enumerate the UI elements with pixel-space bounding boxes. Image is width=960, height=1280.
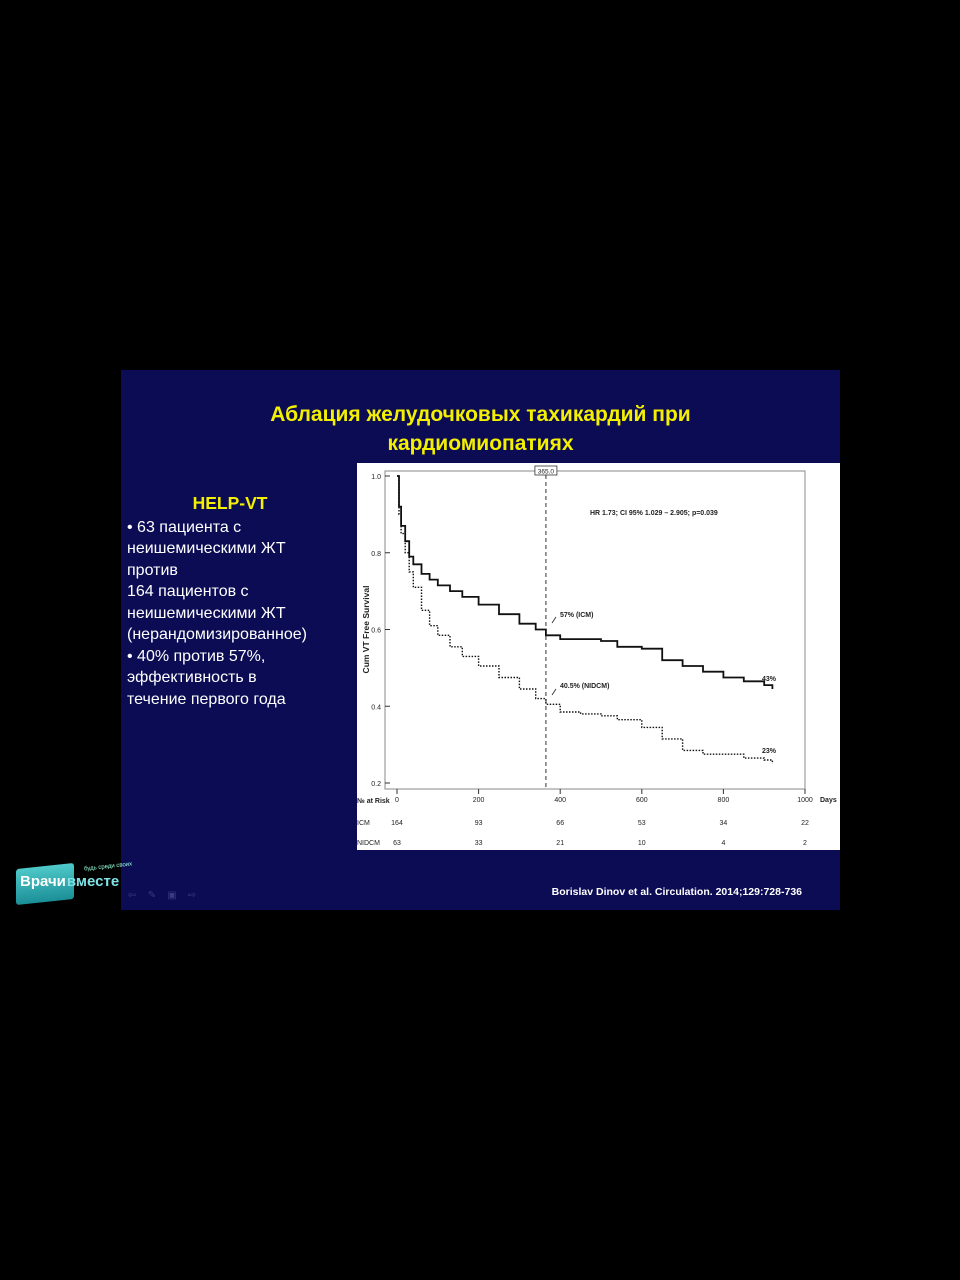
- x-tick-label: 1000: [797, 797, 813, 804]
- presentation-slide: [121, 370, 840, 910]
- risk-table-row-label: NIDCM: [357, 840, 380, 847]
- risk-table-cell: 164: [391, 820, 403, 827]
- logo-text: [20, 873, 119, 890]
- marker-label: 365.0: [537, 468, 555, 476]
- bullet-line: • 63 пациента с: [127, 518, 242, 536]
- pen-icon[interactable]: ✎: [147, 890, 157, 901]
- bullet-line: эффективность в: [127, 669, 257, 686]
- next-slide-icon[interactable]: ⇨: [187, 890, 197, 901]
- y-tick-label: 1.0: [371, 474, 381, 481]
- bullet-line: 164 пациентов с: [127, 583, 249, 600]
- bullet-line: против: [127, 561, 178, 579]
- risk-table-cell: 33: [474, 840, 483, 847]
- citation: Borislav Dinov et al. Circulation. 2014;129:728-736: [551, 886, 802, 898]
- x-tick-label: 0: [395, 797, 399, 804]
- nidcm-annotation-arrow: [552, 689, 556, 695]
- icm-annotation-arrow: [552, 617, 556, 623]
- bullet-line: течение первого года: [127, 690, 286, 708]
- risk-table-header: № at Risk: [357, 798, 390, 805]
- plot-frame: [385, 468, 805, 789]
- logo-tagline: будь среди своих: [83, 861, 133, 873]
- series-nidcm-line: [397, 476, 772, 764]
- logo-brand-1: Врачи: [20, 873, 66, 890]
- hazard-ratio-text: HR 1.73; CI 95% 1.029 – 2.905; p=0.039: [590, 510, 718, 517]
- survival-chart: [357, 463, 840, 850]
- x-tick-label: 600: [635, 797, 648, 804]
- x-tick-label: 200: [472, 797, 485, 804]
- icm-end-label: 43%: [762, 676, 777, 683]
- watermark-logo: [14, 862, 150, 906]
- risk-table-cell: 4: [721, 840, 726, 847]
- risk-table-cell: 22: [801, 820, 809, 827]
- nidcm-annotation: 40.5% (NIDCM): [560, 683, 610, 690]
- y-tick-label: 0.4: [371, 704, 381, 712]
- y-axis-label: Cum VT Free Survival: [361, 585, 371, 674]
- risk-table-cell: 63: [393, 840, 401, 847]
- x-tick-label: 400: [554, 797, 567, 804]
- slide-title-line-1: Аблация желудочковых тахикардий при: [270, 403, 691, 426]
- risk-table-cell: 34: [719, 820, 728, 827]
- study-summary: [127, 493, 357, 710]
- risk-table-cell: 53: [637, 820, 646, 827]
- x-axis-label: Days: [820, 797, 837, 804]
- risk-table-cell: 66: [556, 820, 565, 827]
- bullet-line: неишемическими ЖТ: [127, 540, 286, 557]
- nidcm-end-label: 23%: [762, 748, 777, 755]
- y-tick-label: 0.8: [371, 550, 381, 558]
- risk-table-row-label: ICM: [357, 820, 370, 827]
- menu-icon[interactable]: ▣: [167, 890, 177, 901]
- prev-slide-icon[interactable]: ⇦: [127, 890, 137, 901]
- y-tick-label: 0.6: [371, 627, 381, 635]
- bullet-line: (нерандомизированное): [127, 626, 307, 643]
- x-tick-label: 800: [717, 797, 730, 804]
- bullet-line: неишемическими ЖТ: [127, 604, 286, 622]
- kaplan-meier-plot: [357, 463, 840, 850]
- risk-table-cell: 2: [803, 840, 807, 847]
- study-name: HELP-VT: [192, 493, 268, 513]
- slide-title-line-2: кардиомиопатиях: [387, 432, 574, 455]
- risk-table-cell: 10: [637, 840, 646, 847]
- icm-annotation: 57% (ICM): [560, 612, 594, 619]
- y-tick-label: 0.2: [371, 781, 381, 788]
- risk-table-cell: 93: [474, 820, 483, 827]
- series-icm-line: [397, 476, 772, 689]
- slide-title: [121, 400, 840, 458]
- risk-table-cell: 21: [556, 840, 565, 847]
- logo-brand-2: вместе: [66, 873, 120, 890]
- bullet-line: • 40% против 57%,: [127, 647, 266, 665]
